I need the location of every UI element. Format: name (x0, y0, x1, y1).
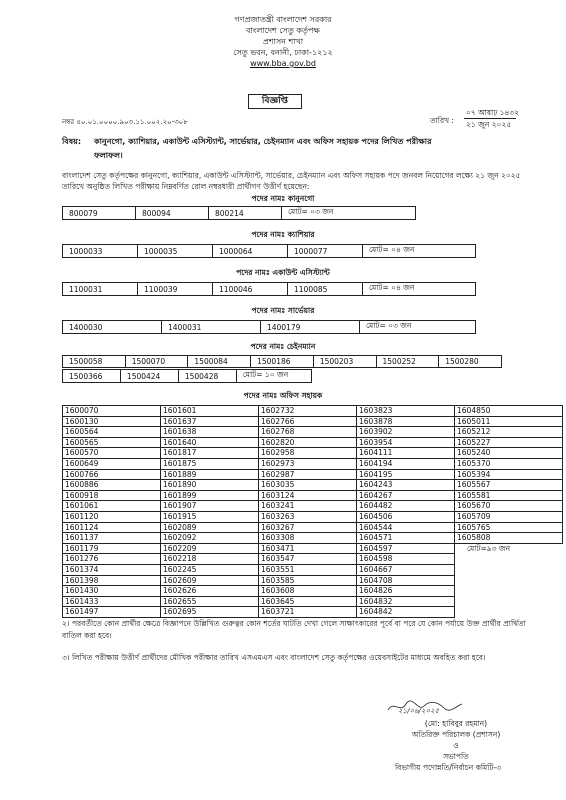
roll-cell: 1605394 (455, 469, 563, 480)
roll-cell: 1000033 (63, 245, 138, 258)
roll-cell: 1600130 (63, 416, 161, 427)
handwritten-signature (384, 698, 464, 716)
roll-cell: 1601120 (63, 511, 161, 522)
roll-cell: 1601433 (63, 596, 161, 607)
office-header (0, 14, 566, 69)
signatory-designation: অতিরিক্ত পরিচালক (প্রশাসন) (411, 730, 501, 739)
roll-cell: 1603471 (259, 543, 357, 554)
roll-cell: 1500084 (188, 356, 251, 368)
table-row (63, 321, 476, 334)
roll-cell: 1000035 (138, 245, 213, 258)
roll-cell: 1602626 (161, 586, 259, 597)
roll-cell: 1604571 (357, 533, 455, 544)
signatory-name: (মো: হাবিবুর রহমান) (424, 719, 488, 728)
date-bangla: ০৭ আষাঢ় ১৪৩২ (466, 108, 520, 117)
signature-block (396, 718, 516, 773)
roll-cell: 1604194 (357, 458, 455, 469)
roll-cell: 1605227 (455, 437, 563, 448)
roll-cell: 1604598 (357, 554, 455, 565)
total-cell: মোট= ১০ জন (236, 370, 311, 383)
chainman-table-row2 (62, 369, 312, 383)
table-row (63, 480, 563, 491)
roll-cell: 1600649 (63, 458, 161, 469)
roll-cell: 1602973 (259, 458, 357, 469)
roll-cell: 1604267 (357, 490, 455, 501)
roll-cell: 1600918 (63, 490, 161, 501)
date-label: তারিখ : (430, 116, 454, 125)
roll-cell: 1603954 (357, 437, 455, 448)
address: সেতু ভবন, বনানী, ঢাকা-১২১২ (233, 48, 333, 57)
roll-cell: 1603721 (259, 607, 357, 618)
roll-cell: 1605670 (455, 501, 563, 512)
roll-cell: 1604826 (357, 586, 455, 597)
post-title-office-assistant: পদের নামঃ অফিস সহায়ক (243, 391, 323, 400)
roll-cell: 1601601 (161, 406, 259, 417)
roll-cell: 1500424 (120, 370, 178, 383)
website-link[interactable]: www.bba.gov.bd (250, 59, 316, 68)
roll-cell: 1601890 (161, 480, 259, 491)
table-row (63, 406, 563, 417)
roll-cell: 1603267 (259, 522, 357, 533)
roll-cell: 1500280 (439, 356, 502, 368)
table-row (63, 283, 476, 296)
total-cell: মোট= ০৩ জন (282, 207, 416, 220)
roll-cell: 1601276 (63, 554, 161, 565)
roll-cell: 1500186 (251, 356, 314, 368)
roll-cell: 1600565 (63, 437, 161, 448)
post-title-chainman: পদের নামঃ চেইনম্যান (250, 342, 316, 351)
roll-cell: 1601637 (161, 416, 259, 427)
roll-cell: 1601899 (161, 490, 259, 501)
table-row (63, 501, 563, 512)
roll-cell: 1601889 (161, 469, 259, 480)
roll-cell: 1100085 (288, 283, 363, 296)
roll-cell: 1604111 (357, 448, 455, 459)
roll-cell: 1603585 (259, 575, 357, 586)
roll-cell: 1601640 (161, 437, 259, 448)
post-title-account-assistant: পদের নামঃ একাউন্ট এসিস্ট্যান্ট (236, 268, 330, 277)
roll-cell: 1604850 (455, 406, 563, 417)
roll-cell: 1602655 (161, 596, 259, 607)
roll-cell: 1605765 (455, 522, 563, 533)
table-row (63, 511, 563, 522)
roll-cell: 1602987 (259, 469, 357, 480)
roll-cell: 1605212 (455, 427, 563, 438)
roll-cell: 1605567 (455, 480, 563, 491)
roll-cell: 1000077 (288, 245, 363, 258)
roll-cell: 1500070 (125, 356, 188, 368)
subject-line-1: কানুনগো, ক্যাশিয়ার, একাউন্ট এসিস্ট্যান্ট, সার্ভেয়ার, চেইনম্যান এবং অফিস সহায়ক পদের লিখিত পরীক্ষার (94, 137, 432, 146)
roll-cell: 1601179 (63, 543, 161, 554)
roll-cell: 1604482 (357, 501, 455, 512)
roll-cell: 800079 (63, 207, 136, 220)
post-title-kanungo: পদের নামঃ কানুনগো (251, 194, 315, 203)
roll-cell: 1605581 (455, 490, 563, 501)
roll-cell: 1500428 (178, 370, 236, 383)
post-title-cashier: পদের নামঃ ক্যাশিয়ার (251, 230, 315, 239)
table-row (63, 416, 563, 427)
roll-cell: 1604506 (357, 511, 455, 522)
roll-cell: 1600564 (63, 427, 161, 438)
subject (62, 135, 522, 163)
roll-cell: 1605370 (455, 458, 563, 469)
roll-cell: 1605709 (455, 511, 563, 522)
roll-cell: 1500366 (63, 370, 121, 383)
roll-cell: 1600886 (63, 480, 161, 491)
table-row (63, 533, 563, 544)
roll-cell: 1603823 (357, 406, 455, 417)
roll-cell: 1603263 (259, 511, 357, 522)
roll-cell: 1604544 (357, 522, 455, 533)
roll-cell: 1600070 (63, 406, 161, 417)
roll-cell: 1000064 (213, 245, 288, 258)
roll-cell: 1603035 (259, 480, 357, 491)
roll-cell: 1604195 (357, 469, 455, 480)
table-row (63, 437, 563, 448)
handwritten-date: ২১/০৬/২০২৫ (398, 707, 440, 715)
intro-paragraph: বাংলাদেশ সেতু কর্তৃপক্ষের কানুনগো, ক্যাশিয়ার, একাউন্ট এসিস্ট্যান্ট, সার্ভেয়ার, চেইনম্যান এবং অফিস সহায়ক পদে জনবল নিয়োগের লক্ষ্যে ২১ জুন ২০২৫ তারিখে অনুষ্ঠিত লিখিত পরীক্ষায় নিম্নবর্ণিত রোল নম্বরধারী প্রার্থীগণ উত্তীর্ণ হয়েছেন: (62, 171, 521, 191)
roll-cell: 1604243 (357, 480, 455, 491)
roll-cell: 1601430 (63, 586, 161, 597)
total-cell: মোট= ০৪ জন (363, 245, 476, 258)
roll-cell: 1605808 (455, 533, 563, 544)
roll-cell: 1603241 (259, 501, 357, 512)
chainman-table (62, 355, 502, 368)
roll-cell: 1601817 (161, 448, 259, 459)
roll-cell: 1602958 (259, 448, 357, 459)
roll-cell: 1605011 (455, 416, 563, 427)
roll-cell: 1602766 (259, 416, 357, 427)
post-title-surveyor: পদের নামঃ সার্ভেয়ার (251, 306, 315, 315)
roll-cell: 1500058 (63, 356, 126, 368)
roll-cell: 1602768 (259, 427, 357, 438)
table-row (63, 469, 563, 480)
subject-label: বিষয়: (62, 137, 82, 146)
roll-cell: 1602695 (161, 607, 259, 618)
roll-cell: 1601061 (63, 501, 161, 512)
roll-cell: 1500252 (376, 356, 439, 368)
roll-cell: 1601907 (161, 501, 259, 512)
table-row (63, 490, 563, 501)
table-row (63, 427, 563, 438)
roll-cell: 1603645 (259, 596, 357, 607)
roll-cell: 1603902 (357, 427, 455, 438)
surveyor-table (62, 320, 476, 334)
roll-cell: 1601497 (63, 607, 161, 618)
roll-cell: 1601875 (161, 458, 259, 469)
roll-cell: 1602245 (161, 564, 259, 575)
roll-cell: 1603308 (259, 533, 357, 544)
roll-cell: 1601915 (161, 511, 259, 522)
table-row (63, 522, 563, 533)
roll-cell: 1400030 (63, 321, 162, 334)
total-cell: মোট= ০৪ জন (363, 283, 476, 296)
roll-cell: 1602820 (259, 437, 357, 448)
roll-cell: 1602209 (161, 543, 259, 554)
memo-number: নম্বর ৫০.০১.০০০০.৯০৩.১১.০০২.২০-৩০৮ (62, 118, 188, 126)
date-english: ২১ জুন ২০২৫ (466, 120, 512, 129)
kanungo-table (62, 206, 416, 220)
roll-cell: 800094 (136, 207, 209, 220)
roll-cell: 1601374 (63, 564, 161, 575)
roll-cell: 1601137 (63, 533, 161, 544)
table-row (63, 356, 502, 368)
cashier-table (62, 244, 476, 258)
roll-cell: 1500203 (313, 356, 376, 368)
table-row (63, 448, 563, 459)
roll-cell: 1100039 (138, 283, 213, 296)
signatory-conjunction: ও (453, 741, 459, 750)
roll-cell: 1602218 (161, 554, 259, 565)
govt-name: গণপ্রজাতন্ত্রী বাংলাদেশ সরকার (234, 15, 332, 24)
paragraph-3: ৩। লিখিত পরীক্ষায় উত্তীর্ণ প্রার্থীদের মৌখিক পরীক্ষার তারিখ এসএমএস এবং বাংলাদেশ সেতু কর্তৃপক্ষের ওয়েবসাইটের মাধ্যমে অবহিত করা হবে। (62, 653, 486, 662)
signatory-committee: বিভাগীয় পদোন্নতি/নির্বাচন কমিটি-৩ (395, 763, 501, 772)
roll-cell: 1602089 (161, 522, 259, 533)
roll-cell: 1603608 (259, 586, 357, 597)
table-row (63, 245, 476, 258)
notice-title: বিজ্ঞপ্তি (248, 94, 302, 109)
roll-cell: 1603551 (259, 564, 357, 575)
branch-name: প্রশাসন শাখা (262, 37, 304, 46)
roll-cell: 1100046 (213, 283, 288, 296)
roll-cell: 1601124 (63, 522, 161, 533)
account-assistant-table (62, 282, 476, 296)
roll-cell: 1604708 (357, 575, 455, 586)
roll-cell: 1603878 (357, 416, 455, 427)
roll-cell: 1604667 (357, 564, 455, 575)
office-assistant-table (62, 405, 563, 618)
roll-cell: 1604597 (357, 543, 455, 554)
roll-cell: 1603547 (259, 554, 357, 565)
date-divider (464, 118, 516, 119)
roll-cell: 1602092 (161, 533, 259, 544)
table-row (63, 370, 312, 383)
table-row (63, 458, 563, 469)
roll-cell: 800214 (209, 207, 282, 220)
roll-cell: 1604842 (357, 607, 455, 618)
roll-cell: 1602732 (259, 406, 357, 417)
signatory-role: সভাপতি (443, 752, 469, 761)
paragraph-2: ২। পরবর্তীতে কোন প্রার্থীর ক্ষেত্রে বিজ্ঞাপনে উল্লিখিত গুরুত্বর কোন শর্তের ঘাটতি দেখা গেলে সাক্ষাৎকারের পূর্বে বা পরে যে কোন পর্যায়ে উক্ত প্রার্থীর প্রার্থিতা বাতিল করা হবে। (62, 619, 526, 640)
total-cell: মোট=৯৩ জন (455, 543, 563, 617)
roll-cell: 1600570 (63, 448, 161, 459)
roll-cell: 1605240 (455, 448, 563, 459)
roll-cell: 1400179 (261, 321, 360, 334)
roll-cell: 1602609 (161, 575, 259, 586)
authority-name: বাংলাদেশ সেতু কর্তৃপক্ষ (246, 26, 320, 35)
table-row (63, 543, 563, 554)
roll-cell: 1400031 (162, 321, 261, 334)
subject-line-2: ফলাফল। (94, 151, 123, 160)
roll-cell: 1603124 (259, 490, 357, 501)
total-cell: মোট= ০৩ জন (360, 321, 476, 334)
roll-cell: 1604832 (357, 596, 455, 607)
roll-cell: 1100031 (63, 283, 138, 296)
roll-cell: 1601398 (63, 575, 161, 586)
roll-cell: 1600766 (63, 469, 161, 480)
table-row (63, 207, 416, 220)
roll-cell: 1601638 (161, 427, 259, 438)
